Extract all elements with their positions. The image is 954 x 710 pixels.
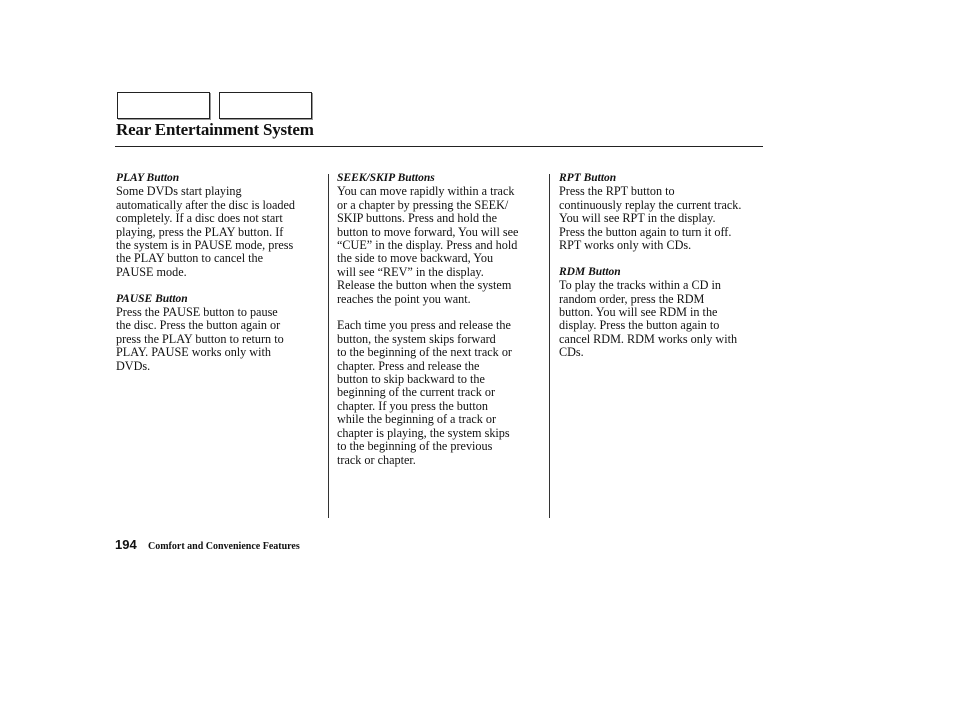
section-text-rpt: Press the RPT button to continuously replay the current track. You will see RPT in the display. Press the button again to turn it off. RPT works only with CDs. [559, 184, 742, 253]
footer-section-label: Comfort and Convenience Features [148, 541, 300, 552]
content-column-left [116, 172, 326, 386]
section-text-skip: Each time you press and release the button, the system skips forward to the beginning of the next track or chapter. Press and release the button to skip backward to the beginning of the current track or chapter. If you press the button while the beginning of a track or chapter is playing, the system skips to the beginning of the previous track or chapter. [337, 318, 512, 467]
section-heading-play: PLAY Button [116, 172, 180, 184]
content-column-right [559, 172, 769, 373]
section-heading-seek-skip: SEEK/SKIP Buttons [337, 172, 435, 184]
page-title: Rear Entertainment System [116, 120, 314, 139]
section-text-seek: You can move rapidly within a track or a chapter by pressing the SEEK/ SKIP buttons. Press and hold the button to move forward, You will see “CUE” in the display. Press and hold the side to move backward, You will see “REV” in the display. Release the button when the system reaches the point you want. [337, 184, 519, 306]
section-heading-rpt: RPT Button [559, 172, 617, 184]
section-text-play: Some DVDs start playing automatically after the disc is loaded completely. If a disc does not start playing, press the PLAY button. If the system is in PAUSE mode, press the PLAY button to cancel the PAUSE mode. [116, 184, 296, 279]
column-divider [328, 174, 329, 518]
section-text-rdm: To play the tracks within a CD in random order, press the RDM button. You will see RDM in the display. Press the button again to cancel RDM. RDM works only with CDs. [559, 278, 738, 360]
column-divider [549, 174, 550, 518]
section-heading-pause: PAUSE Button [116, 292, 188, 305]
title-divider [115, 146, 763, 147]
nav-button-next[interactable] [219, 92, 312, 119]
page-number: 194 [115, 537, 137, 552]
section-heading-rdm: RDM Button [559, 265, 621, 278]
content-column-middle [337, 172, 547, 480]
section-text-pause: Press the PAUSE button to pause the disc. Press the button again or press the PLAY button to return to PLAY. PAUSE works only with DVDs. [116, 305, 284, 373]
nav-button-previous[interactable] [117, 92, 210, 119]
